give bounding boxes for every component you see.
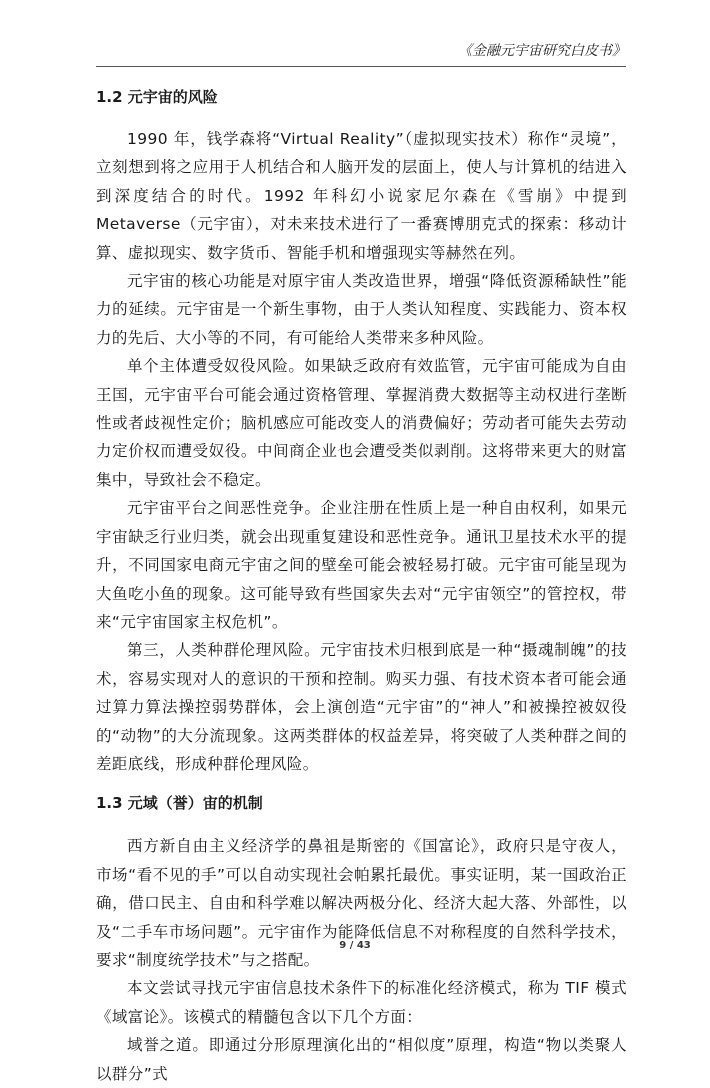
paragraph: 西方新自由主义经济学的鼻祖是斯密的《国富论》，政府只是守夜人，市场“看不见的手”可以自动实现社会帕累托最优。事实证明，某一国政治正确，借口民主、自由和科学难以解决两极分化、经济大起大落、外部性，以及“二手车市场问题”。元宇宙作为能降低信息不对称程度的自然科学技术，要求“制度统学技术”与之搭配。 [96,837,627,969]
page-number: 9 / 43 [339,940,371,951]
paragraph: 第三，人类种群伦理风险。元宇宙技术归根到底是一种“摄魂制魄”的技术，容易实现对人的意识的干预和控制。购买力强、有技术资本者可能会通过算力算法操控弱势群体，会上演创造“元宇宙”的“神人”和被操控被奴役的“动物”的大分流现象。这两类群体的权益差异，将突破了人类种群之间的差距底线，形成种群伦理风险。 [96,641,627,773]
paragraph: 1990 年，钱学森将“Virtual Reality”（虚拟现实技术）称作“灵境”，立刻想到将之应用于人机结合和人脑开发的层面上，使人与计算机的结进入到深度结合的时代。1992 年科幻小说家尼尔森在《雪崩》中提到 Metaverse（元宇宙），对未来技术进行了一番赛博朋克式的探索：移动计算、虚拟现实、数字货币、智能手机和增强现实等赫然在列。 [96,130,627,262]
paragraph: 单个主体遭受奴役风险。如果缺乏政府有效监管，元宇宙可能成为自由王国，元宇宙平台可能会通过资格管理、掌握消费大数据等主动权进行垄断性或者歧视性定价；脑机感应可能改变人的消费偏好；劳动者可能失去劳动力定价权而遭受奴役。中间商企业也会遭受类似剥削。这将带来更大的财富集中，导致社会不稳定。 [96,357,627,489]
paragraph: 元宇宙平台之间恶性竞争。企业注册在性质上是一种自由权利，如果元宇宙缺乏行业归类，就会出现重复建设和恶性竞争。通讯卫星技术水平的提升，不同国家电商元宇宙之间的壁垒可能会被轻易打破。元宇宙可能呈现为大鱼吃小鱼的现象。这可能导致有些国家失去对“元宇宙领空”的管控权，带来“元宇宙国家主权危机”。 [96,499,627,631]
section-heading-mechanism: 1.3 元域（誉）宙的机制 [96,794,263,813]
paragraph: 元宇宙的核心功能是对原宇宙人类改造世界，增强“降低资源稀缺性”能力的延续。元宇宙是一个新生事物，由于人类认知程度、实践能力、资本权力的先后、大小等的不同，有可能给人类带来多种风险。 [96,272,627,347]
paragraph: 本文尝试寻找元宇宙信息技术条件下的标准化经济模式，称为 TIF 模式《域富论》。该模式的精髓包含以下几个方面： [96,979,627,1026]
document-header-title: 《金融元宇宙研究白皮书》 [458,43,626,59]
page-content [96,84,627,1088]
paragraph: 域誉之道。即通过分形原理演化出的“相似度”原理，构造“物以类聚人以群分”式 [96,1036,627,1083]
section-heading-risks: 1.2 元宇宙的风险 [96,88,218,106]
header-divider [96,66,626,67]
